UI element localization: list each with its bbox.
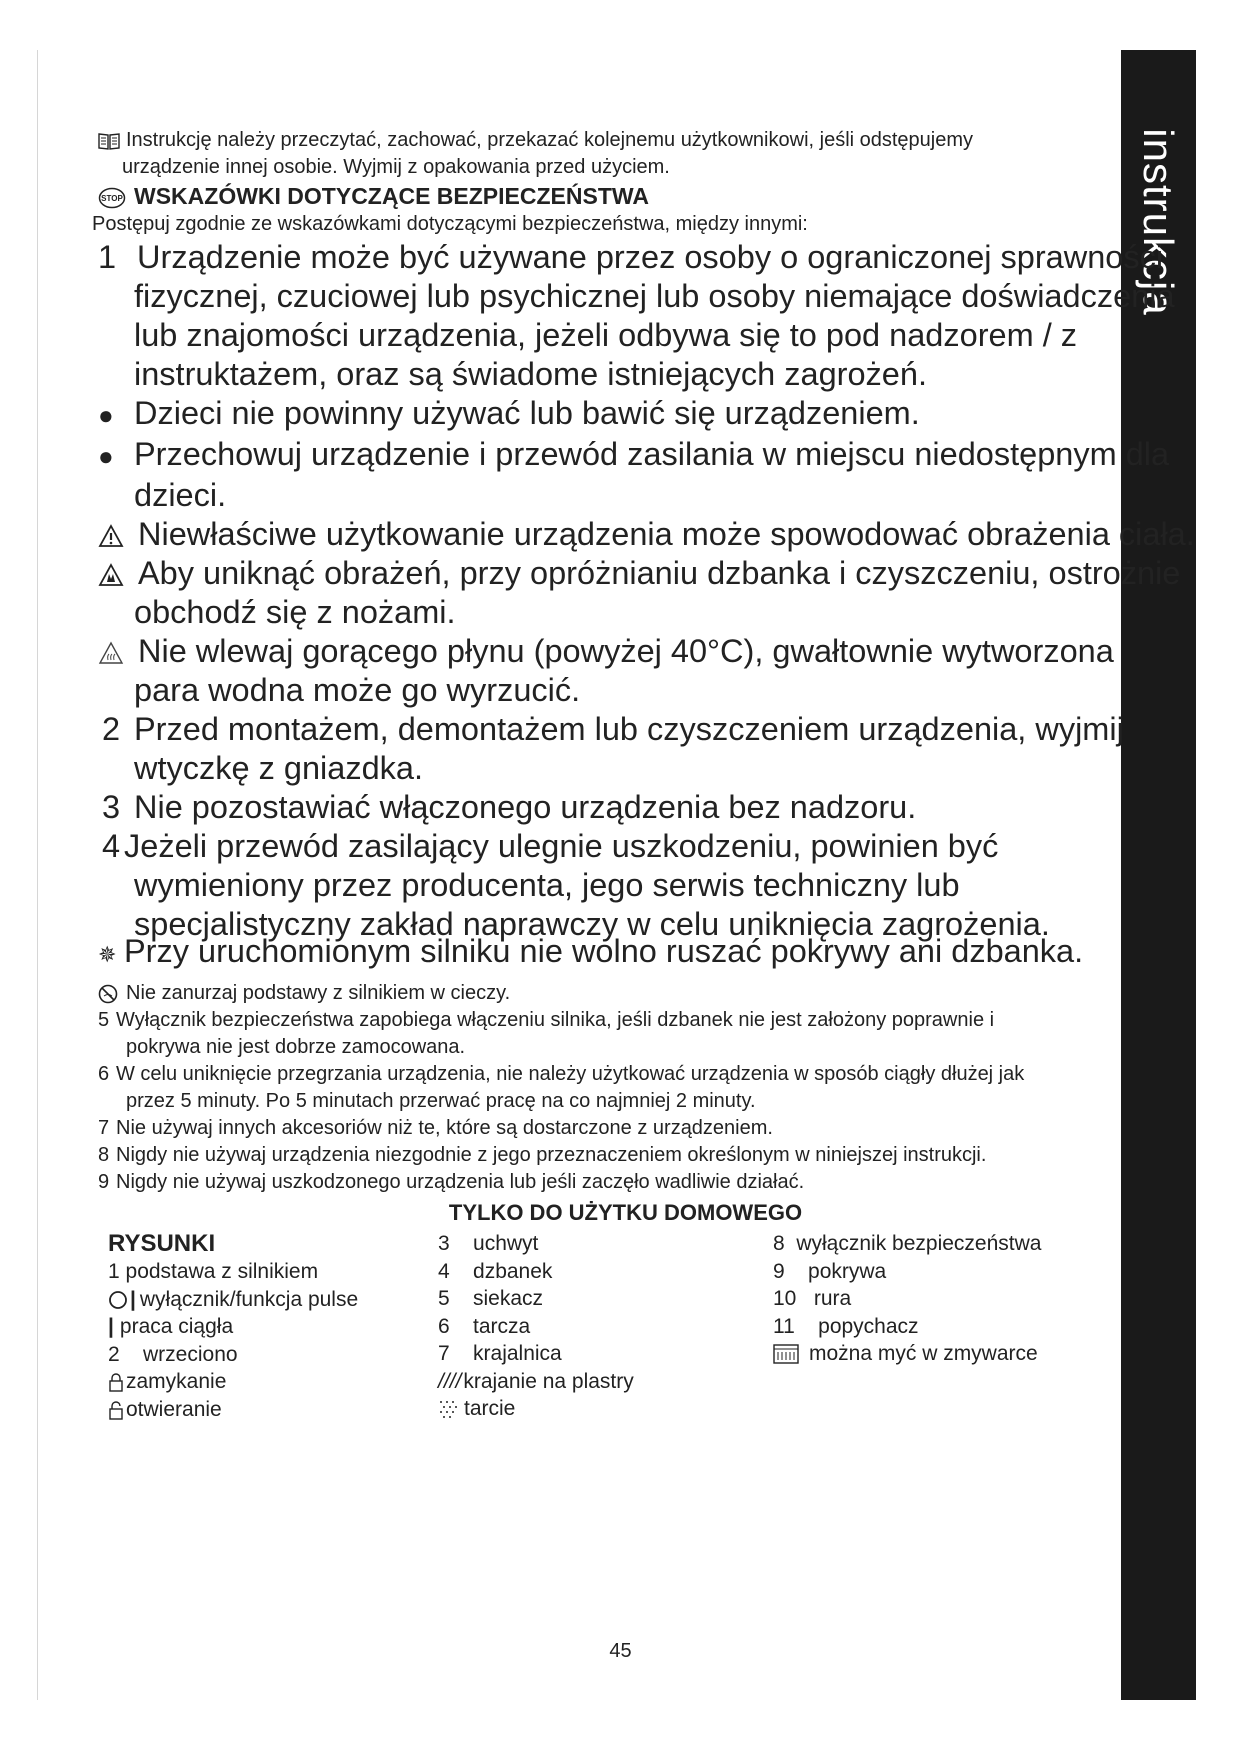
figures-title: RYSUNKI [108, 1230, 216, 1257]
continuous-mode-icon: | [108, 1315, 114, 1338]
bullet-icon: ● [98, 400, 114, 430]
dishwasher-icon [773, 1344, 799, 1364]
bullet-icon: ● [98, 441, 114, 471]
safety-heading: STOP WSKAZÓWKI DOTYCZĄCE BEZPIECZEŃSTWA [98, 181, 1113, 211]
legend-item: 10 rura [773, 1287, 852, 1310]
safety-item-6-line: przez 5 minuty. Po 5 minutach przerwać pracę na co najmniej 2 minuty. [126, 1090, 756, 1112]
warning-item-line: obchodź się z nożami. [134, 594, 456, 630]
warning-item: Aby uniknąć obrażeń, przy opróżnianiu dzbanka i czyszczeniu, ostrożnie [98, 554, 1113, 593]
item-number: 6 [98, 1063, 110, 1085]
slicing-icon: //// [438, 1369, 462, 1393]
safety-item-4-line: wymieniony przez producenta, jego serwis techniczny lub [134, 867, 960, 903]
legend-item: 8 wyłącznik bezpieczeństwa [773, 1232, 1042, 1255]
item-number: 3 [102, 789, 121, 825]
left-margin-rule [37, 50, 38, 1700]
legend-item: 1 podstawa z silnikiem [108, 1260, 319, 1283]
safety-item-2-line: wtyczkę z gniazdka. [134, 750, 424, 786]
item-number: 9 [98, 1171, 110, 1193]
safety-subheading: Postępuj zgodnie ze wskazówkami dotyczącymi bezpieczeństwa, między innymi: [92, 213, 808, 235]
safety-item-1: 1 Urządzenie może być używane przez osoby o ograniczonej sprawności [98, 239, 1164, 275]
safety-item-3: 3 Nie pozostawiać włączonego urządzenia bez nadzoru. [102, 789, 917, 825]
home-use-heading: TYLKO DO UŻYTKU DOMOWEGO [448, 1200, 803, 1225]
safety-item-9: 9 Nigdy nie używaj uszkodzonego urządzenia lub jeśli zaczęło wadliwie działać. [98, 1169, 1113, 1196]
stop-icon [98, 187, 126, 209]
warning-item: Nie wlewaj gorącego płynu (powyżej 40°C), gwałtownie wytworzona [98, 632, 1113, 671]
lock-open-icon [108, 1400, 124, 1420]
item-number: 2 [102, 711, 121, 747]
legend-item: 6 tarcza [438, 1314, 531, 1338]
legend-item: zamykanie [108, 1368, 358, 1396]
legend-item: ////krajanie na plastry [438, 1369, 634, 1393]
motor-running-icon: ✵ [98, 942, 117, 967]
bullet-item-line: dzieci. [134, 477, 227, 513]
legend-item: 5 siekacz [438, 1287, 544, 1310]
legend-item: 4 dzbanek [438, 1259, 553, 1283]
warning-item: Niewłaściwe użytkowanie urządzenia może spowodować obrażenia ciała. [98, 515, 1113, 554]
legend-item: 9 pokrywa [773, 1259, 887, 1283]
legend-item: | wyłącznik/funkcja pulse [108, 1286, 358, 1314]
legend-item: 3 uchwyt [438, 1232, 539, 1255]
legend-item: otwieranie [108, 1396, 358, 1424]
item-number: 8 [98, 1144, 110, 1166]
safety-item-1-line: instruktażem, oraz są świadome istniejących zagrożeń. [134, 356, 927, 392]
legend-item: tarcie [438, 1395, 634, 1423]
item-number: 4 [102, 828, 121, 864]
item-number: 7 [98, 1117, 110, 1139]
figures-legend [98, 1230, 1113, 1430]
legend-item: 7 krajalnica [438, 1342, 562, 1365]
safety-item-7: 7 Nie używaj innych akcesoriów niż te, które są dostarczone z urządzeniem. [98, 1115, 1113, 1142]
hot-liquid-warning-icon [98, 641, 124, 665]
safety-item-1-line: lub znajomości urządzenia, jeżeli odbywa się to pod nadzorem / z [134, 317, 1078, 353]
safety-item-2: 2 Przed montażem, demontażem lub czyszczeniem urządzenia, wyjmij [102, 711, 1124, 747]
motor-note: ✵ Przy uruchomionym silniku nie wolno ruszać pokrywy ani dzbanka. [98, 932, 1113, 974]
item-number: 5 [98, 1009, 110, 1031]
figures-column-1 [108, 1230, 358, 1423]
page-number: 45 [609, 1640, 632, 1662]
warning-item-line: para wodna może go wyrzucić. [134, 672, 581, 708]
legend-item: można myć w zmywarce [773, 1340, 1041, 1368]
legend-item: 11 popychacz [773, 1314, 919, 1338]
grating-icon [438, 1399, 460, 1419]
safety-item-6: 6 W celu uniknięcie przegrzania urządzenia, nie należy użytkować urządzenia w sposób ciągły dłużej jak [98, 1061, 1113, 1088]
legend-item: 2 wrzeciono [108, 1342, 238, 1366]
safety-item-4: 4 Jeżeli przewód zasilający ulegnie uszkodzeniu, powinien być [102, 828, 999, 864]
safety-item-4-line: specjalistyczny zakład naprawczy w celu uniknięcia zagrożenia. [134, 906, 1050, 942]
side-tab-label: instrukcja [1135, 128, 1182, 316]
warning-hand-icon [98, 563, 124, 587]
lock-closed-icon [108, 1372, 124, 1392]
figures-column-2 [438, 1230, 634, 1423]
no-immerse-icon [98, 984, 118, 1004]
safety-item-1-line: fizycznej, czuciowej lub psychicznej lub osoby niemające doświadczenia [134, 278, 1175, 314]
intro-line-2: urządzenie innej osobie. Wyjmij z opakowania przed użyciem. [122, 156, 670, 178]
legend-item: | praca ciągła [108, 1315, 234, 1338]
pulse-switch-icon [108, 1290, 128, 1310]
safety-item-5: 5 Wyłącznik bezpieczeństwa zapobiega włączeniu silnika, jeśli dzbanek nie jest założony poprawnie i [98, 1007, 1113, 1034]
intro-line-1: Instrukcję należy przeczytać, zachować, przekazać kolejnemu użytkownikowi, jeśli odstępujemy [98, 127, 1113, 154]
bullet-item: ● Dzieci nie powinny używać lub bawić się urządzeniem. [98, 394, 1113, 435]
safety-item-5-line: pokrywa nie jest dobrze zamocowana. [126, 1036, 466, 1058]
item-number: 1 [98, 239, 117, 275]
immerse-note: Nie zanurzaj podstawy z silnikiem w cieczy. [98, 980, 1113, 1007]
book-icon [98, 132, 120, 150]
warning-triangle-icon [98, 524, 124, 548]
bullet-item: ● Przechowuj urządzenie i przewód zasilania w miejscu niedostępnym dla [98, 435, 1113, 476]
figures-column-3 [773, 1230, 1041, 1368]
safety-item-8: 8 Nigdy nie używaj urządzenia niezgodnie z jego przeznaczeniem określonym w niniejszej instrukcji. [98, 1142, 1113, 1169]
stop-icon-text: STOP [101, 193, 123, 203]
